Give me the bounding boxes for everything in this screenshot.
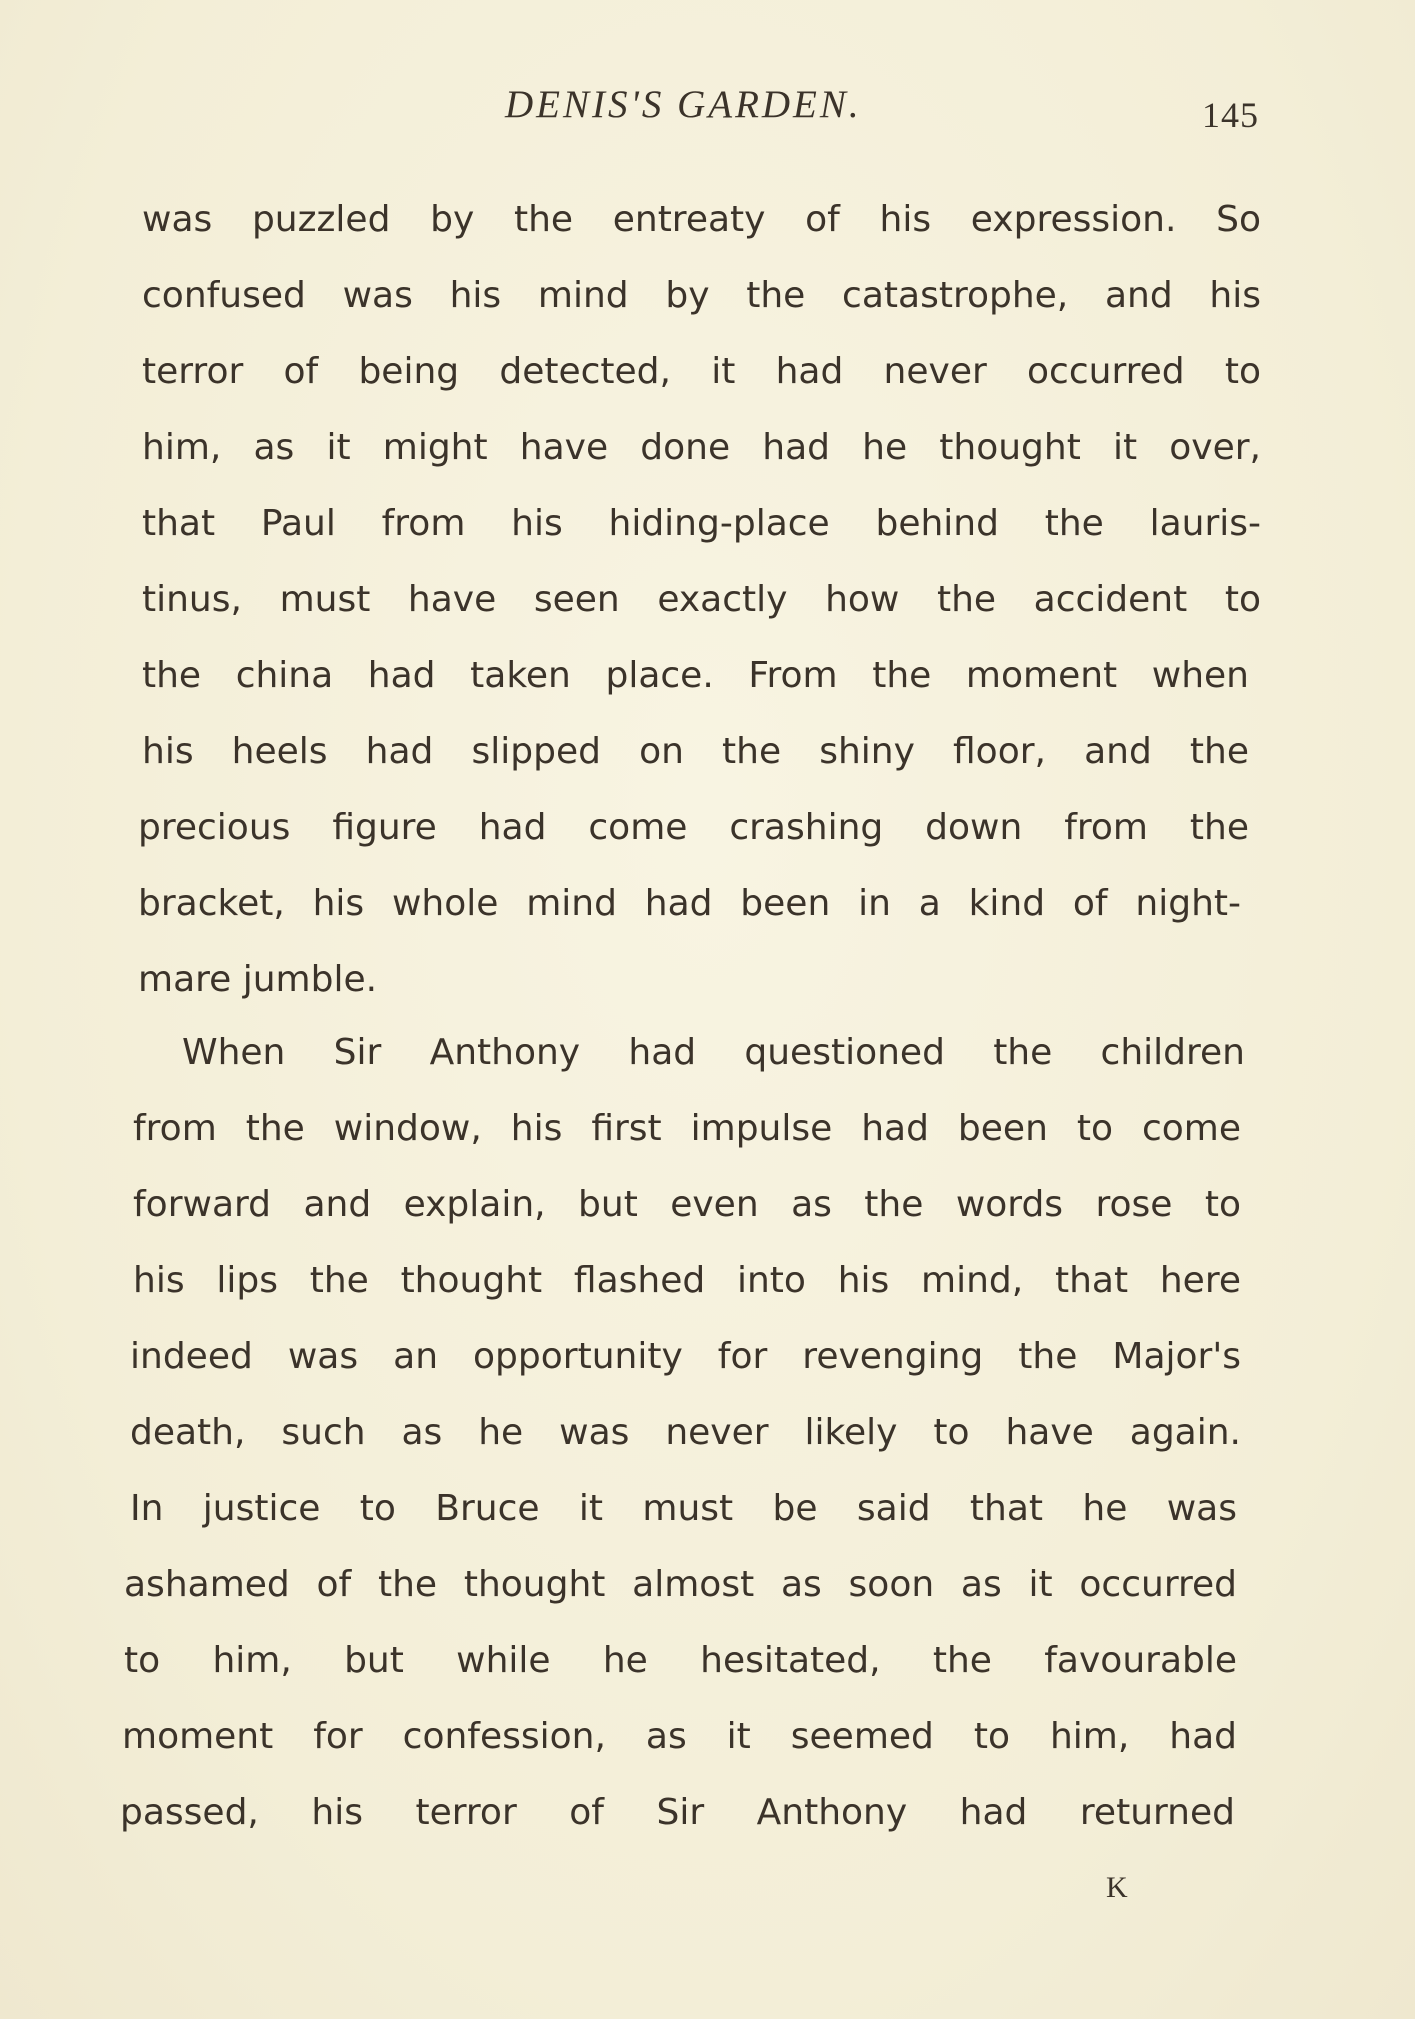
text-line: confused was his mind by the catastrophe, and his bbox=[142, 275, 1261, 316]
signature-mark: K bbox=[1106, 1871, 1128, 1904]
text-line: passed, his terror of Sir Anthony had returned bbox=[120, 1792, 1235, 1833]
text-line: was puzzled by the entreaty of his expression. So bbox=[142, 199, 1261, 240]
text-line: him, as it might have done had he thought it over, bbox=[142, 427, 1261, 468]
text-line: tinus, must have seen exactly how the accident to bbox=[142, 579, 1261, 620]
text-line: ashamed of the thought almost as soon as it occurred bbox=[124, 1564, 1237, 1605]
text-line: mare jumble. bbox=[138, 959, 378, 1000]
running-title: DENIS'S GARDEN. bbox=[505, 83, 862, 126]
text-line: forward and explain, but even as the words rose to bbox=[133, 1184, 1241, 1225]
text-line: to him, but while he hesitated, the favourable bbox=[124, 1640, 1237, 1681]
text-line: precious figure had come crashing down from the bbox=[138, 807, 1249, 848]
text-line: the china had taken place. From the moment when bbox=[142, 655, 1249, 696]
text-line: bracket, his whole mind had been in a kind of night- bbox=[138, 883, 1241, 924]
text-line: death, such as he was never likely to have again. bbox=[130, 1412, 1241, 1453]
text-line: his heels had slipped on the shiny floor, and the bbox=[142, 731, 1249, 772]
text-line: that Paul from his hiding-place behind the lauris- bbox=[142, 503, 1261, 544]
text-line: In justice to Bruce it must be said that he was bbox=[130, 1488, 1237, 1529]
text-line: moment for confession, as it seemed to him, had bbox=[122, 1716, 1237, 1757]
text-line: indeed was an opportunity for revenging the Major's bbox=[130, 1336, 1241, 1377]
text-line: from the window, his first impulse had been to come bbox=[133, 1108, 1241, 1149]
text-line: his lips the thought flashed into his mind, that here bbox=[133, 1260, 1241, 1301]
text-line: terror of being detected, it had never occurred to bbox=[142, 351, 1261, 392]
text-line: When Sir Anthony had questioned the children bbox=[182, 1032, 1245, 1073]
page-number: 145 bbox=[1202, 95, 1259, 135]
